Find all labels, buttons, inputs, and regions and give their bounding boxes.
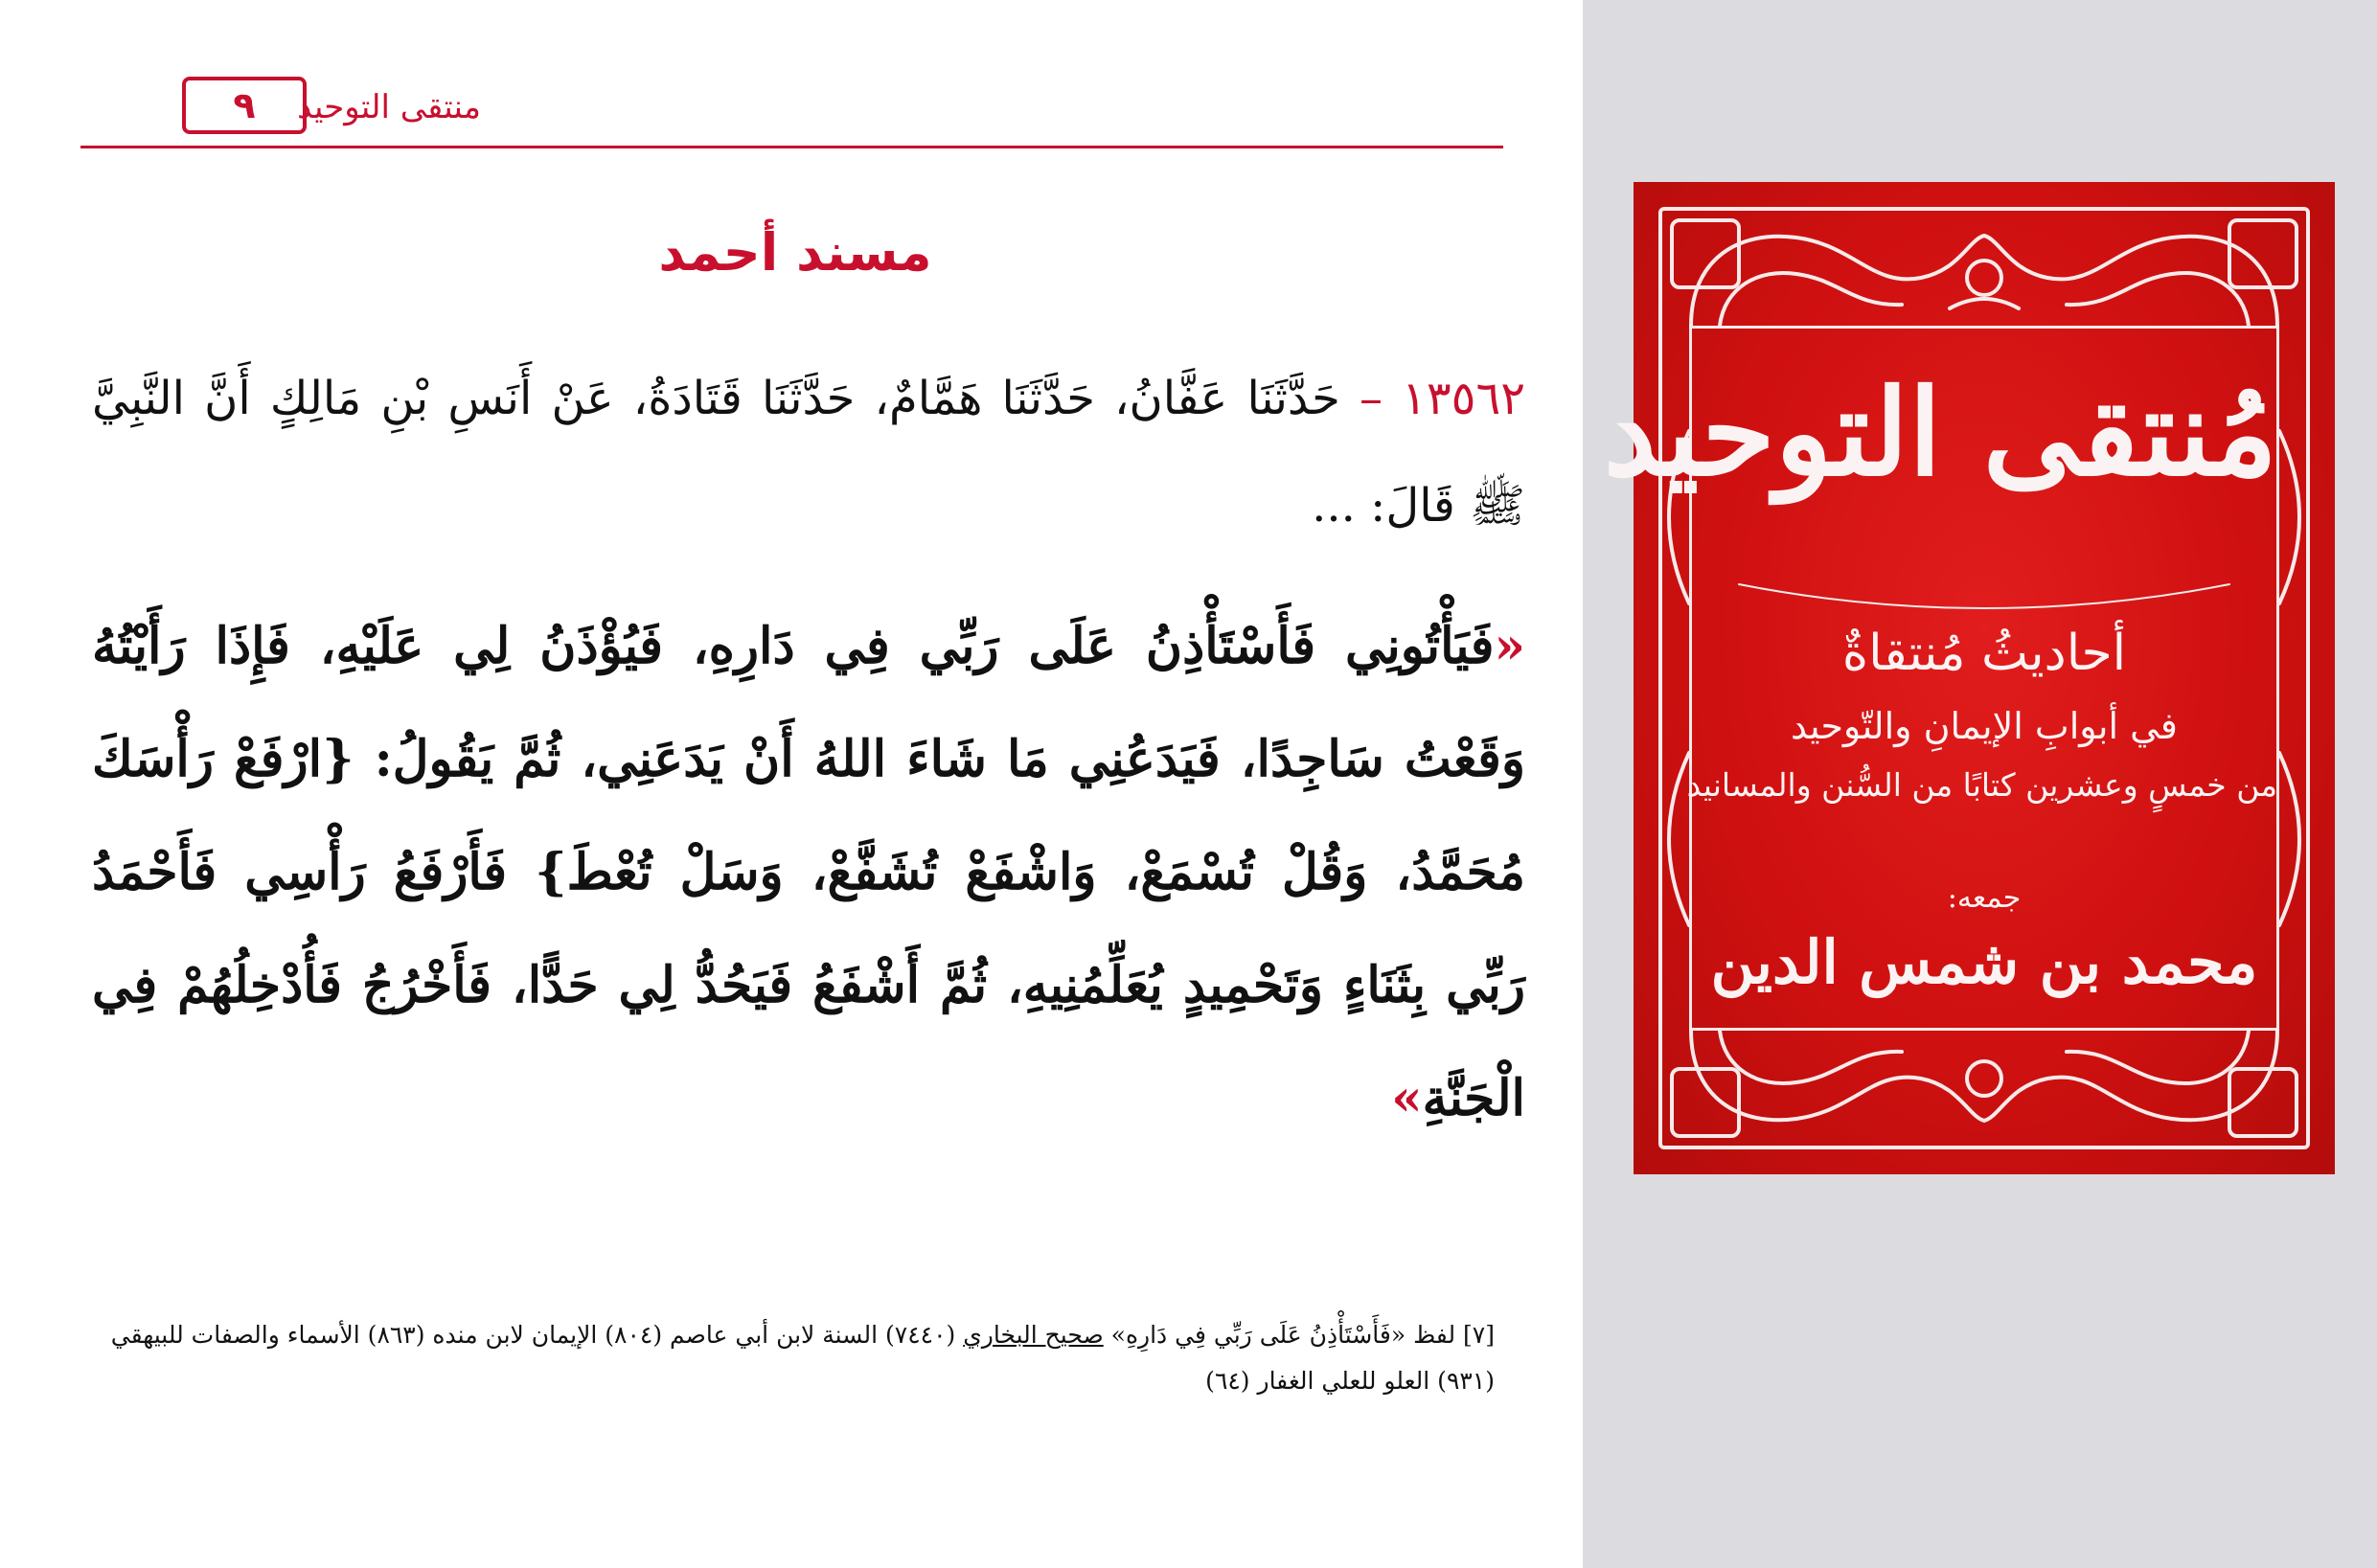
- footnote-lead: لفظ «فَأَسْتَأْذِنُ عَلَى رَبِّي فِي دَارِهِ»: [1103, 1321, 1464, 1349]
- cover-title: مُنتقى التوحيد: [1603, 364, 2277, 503]
- matn-close-quote: »: [1391, 1069, 1423, 1127]
- matn-open-quote: «: [1494, 617, 1525, 675]
- cover-subtitle-1: أحاديثُ مُنتقاةٌ: [1841, 625, 2127, 682]
- section-title: مسند أحمد: [658, 222, 932, 283]
- footnote-primary-source: صحيح البخاري: [963, 1321, 1104, 1349]
- cover-compiler-label: جمعه:: [1947, 881, 2022, 915]
- footnote: [57, 1312, 1495, 1404]
- cover-subtitle-2: في أبوابِ الإيمانِ والتّوحيد: [1791, 705, 2178, 747]
- hadith-isnad: حَدَّثَنَا عَفَّانُ، حَدَّثَنَا هَمَّامٌ، حَدَّثَنَا قَتَادَةُ، عَنْ أَنَسِ بْنِ مَالِكٍ أَنَّ النَّبِيَّ ﷺ قَالَ: ...: [92, 372, 1525, 533]
- book-cover: [1603, 182, 2335, 1174]
- hadith-number-separator: –: [1339, 372, 1403, 425]
- hadith-number: ١٣٥٦٢: [1402, 372, 1525, 425]
- header-rule: [80, 146, 1503, 148]
- page-number: ٩: [182, 77, 307, 134]
- footnote-marker: [٧]: [1463, 1321, 1495, 1349]
- cover-subtitle-3: من خمسٍ وعشرين كتابًا من السُّنن والمسانيد: [1686, 766, 2277, 804]
- running-title: منتقى التوحيد: [297, 88, 481, 126]
- hadith-isnad-paragraph: [92, 345, 1525, 559]
- hadith-matn: فَيَأْتُونِي فَأَسْتَأْذِنُ عَلَى رَبِّي فِي دَارِهِ، فَيُؤْذَنُ لِي عَلَيْهِ، فَإِذَا رَأَيْتُهُ وَقَعْتُ سَاجِدًا، فَيَدَعُنِي مَا شَاءَ اللهُ أَنْ يَدَعَنِي، ثُمَّ يَقُولُ: {ارْفَعْ رَأْسَكَ مُحَمَّدُ، وَقُلْ تُسْمَعْ، وَاشْفَعْ تُشَفَّعْ، وَسَلْ تُعْطَ} فَأَرْفَعُ رَأْسِي فَأَحْمَدُ رَبِّي بِثَنَاءٍ وَتَحْمِيدٍ يُعَلِّمُنِيهِ، ثُمَّ أَشْفَعُ فَيَحُدُّ لِي حَدًّا، فَأَخْرُجُ فَأُدْخِلُهُمْ فِي الْجَنَّةِ: [92, 617, 1525, 1127]
- hadith-matn-paragraph: [92, 590, 1525, 1155]
- footnote-rest: (٧٤٤٠) السنة لابن أبي عاصم (٨٠٤) الإيمان لابن منده (٨٦٣) الأسماء والصفات للبيهقي (٩٣١) العلو للعلي الغفار (٦٤): [110, 1321, 1495, 1395]
- cover-author: محمد بن شمس الدين: [1710, 927, 2258, 997]
